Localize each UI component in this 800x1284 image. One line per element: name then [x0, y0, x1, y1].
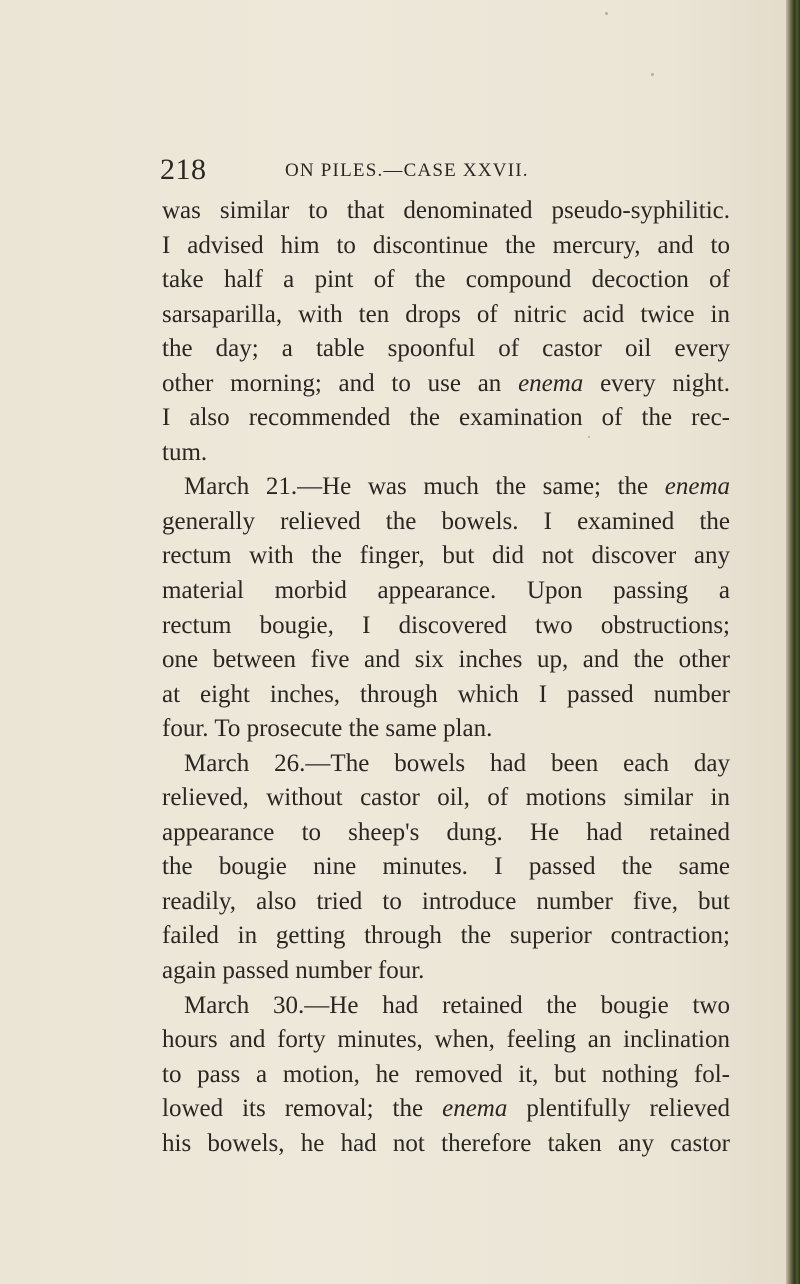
text-line: at eight inches, through which I passed number — [162, 680, 730, 708]
text-line — [162, 1092, 730, 1127]
text-line: four. To prosecute the same plan. — [162, 715, 493, 743]
text-line: the day; a table spoonful of castor oil every — [162, 335, 730, 363]
text-line: readily, also tried to introduce number five, but — [162, 887, 730, 915]
text-line: take half a pint of the compound decoction of — [162, 266, 730, 294]
text-line: tum. — [162, 438, 208, 466]
italic-term: enema — [518, 369, 584, 397]
italic-term: enema — [442, 1095, 508, 1123]
text-line: his bowels, he had not therefore taken any castor — [162, 1129, 730, 1157]
text-segment: March 21.—He was much the same; the — [184, 473, 649, 501]
text-line: March 26.—The bowels had been each day — [184, 749, 730, 777]
running-head: ON PILES.—CASE XXVII. — [285, 160, 529, 181]
text-line: to pass a motion, he removed it, but nothing fol- — [162, 1060, 730, 1088]
page-number: 218 — [160, 153, 207, 186]
text-line: relieved, without castor oil, of motions similar in — [162, 784, 730, 812]
binding-edge — [786, 0, 800, 1284]
text-line: one between five and six inches up, and the other — [162, 646, 730, 674]
text-segment: every night. — [600, 369, 730, 397]
text-line: failed in getting through the superior contraction; — [162, 922, 730, 950]
text-line: the bougie nine minutes. I passed the same — [162, 853, 730, 881]
text-line: rectum with the finger, but did not discover any — [162, 542, 730, 570]
page-header — [160, 150, 720, 190]
text-line: material morbid appearance. Upon passing a — [162, 577, 730, 605]
text-line: sarsaparilla, with ten drops of nitric acid twice in — [162, 300, 730, 328]
italic-term: enema — [664, 473, 731, 501]
text-segment: other morning; and to use an — [162, 369, 502, 397]
body-text — [162, 194, 730, 1161]
text-line: appearance to sheep's dung. He had retained — [162, 818, 730, 846]
text-line: I also recommended the examination of the rec- — [162, 404, 730, 432]
text-line — [162, 470, 730, 505]
text-line — [162, 367, 730, 402]
text-segment: plentifully relieved — [526, 1095, 731, 1123]
text-line: generally relieved the bowels. I examined the — [162, 507, 730, 535]
text-line: March 30.—He had retained the bougie two — [184, 991, 730, 1019]
text-line: was similar to that denominated pseudo-syphilitic. — [162, 197, 730, 224]
paper-speck — [605, 12, 608, 15]
paper-speck — [651, 73, 654, 76]
text-line: again passed number four. — [162, 957, 425, 985]
text-segment: lowed its removal; the — [162, 1095, 424, 1123]
text-line: hours and forty minutes, when, feeling an inclination — [162, 1026, 730, 1054]
text-line: I advised him to discontinue the mercury, and to — [162, 231, 730, 259]
text-line: rectum bougie, I discovered two obstructions; — [162, 611, 730, 639]
